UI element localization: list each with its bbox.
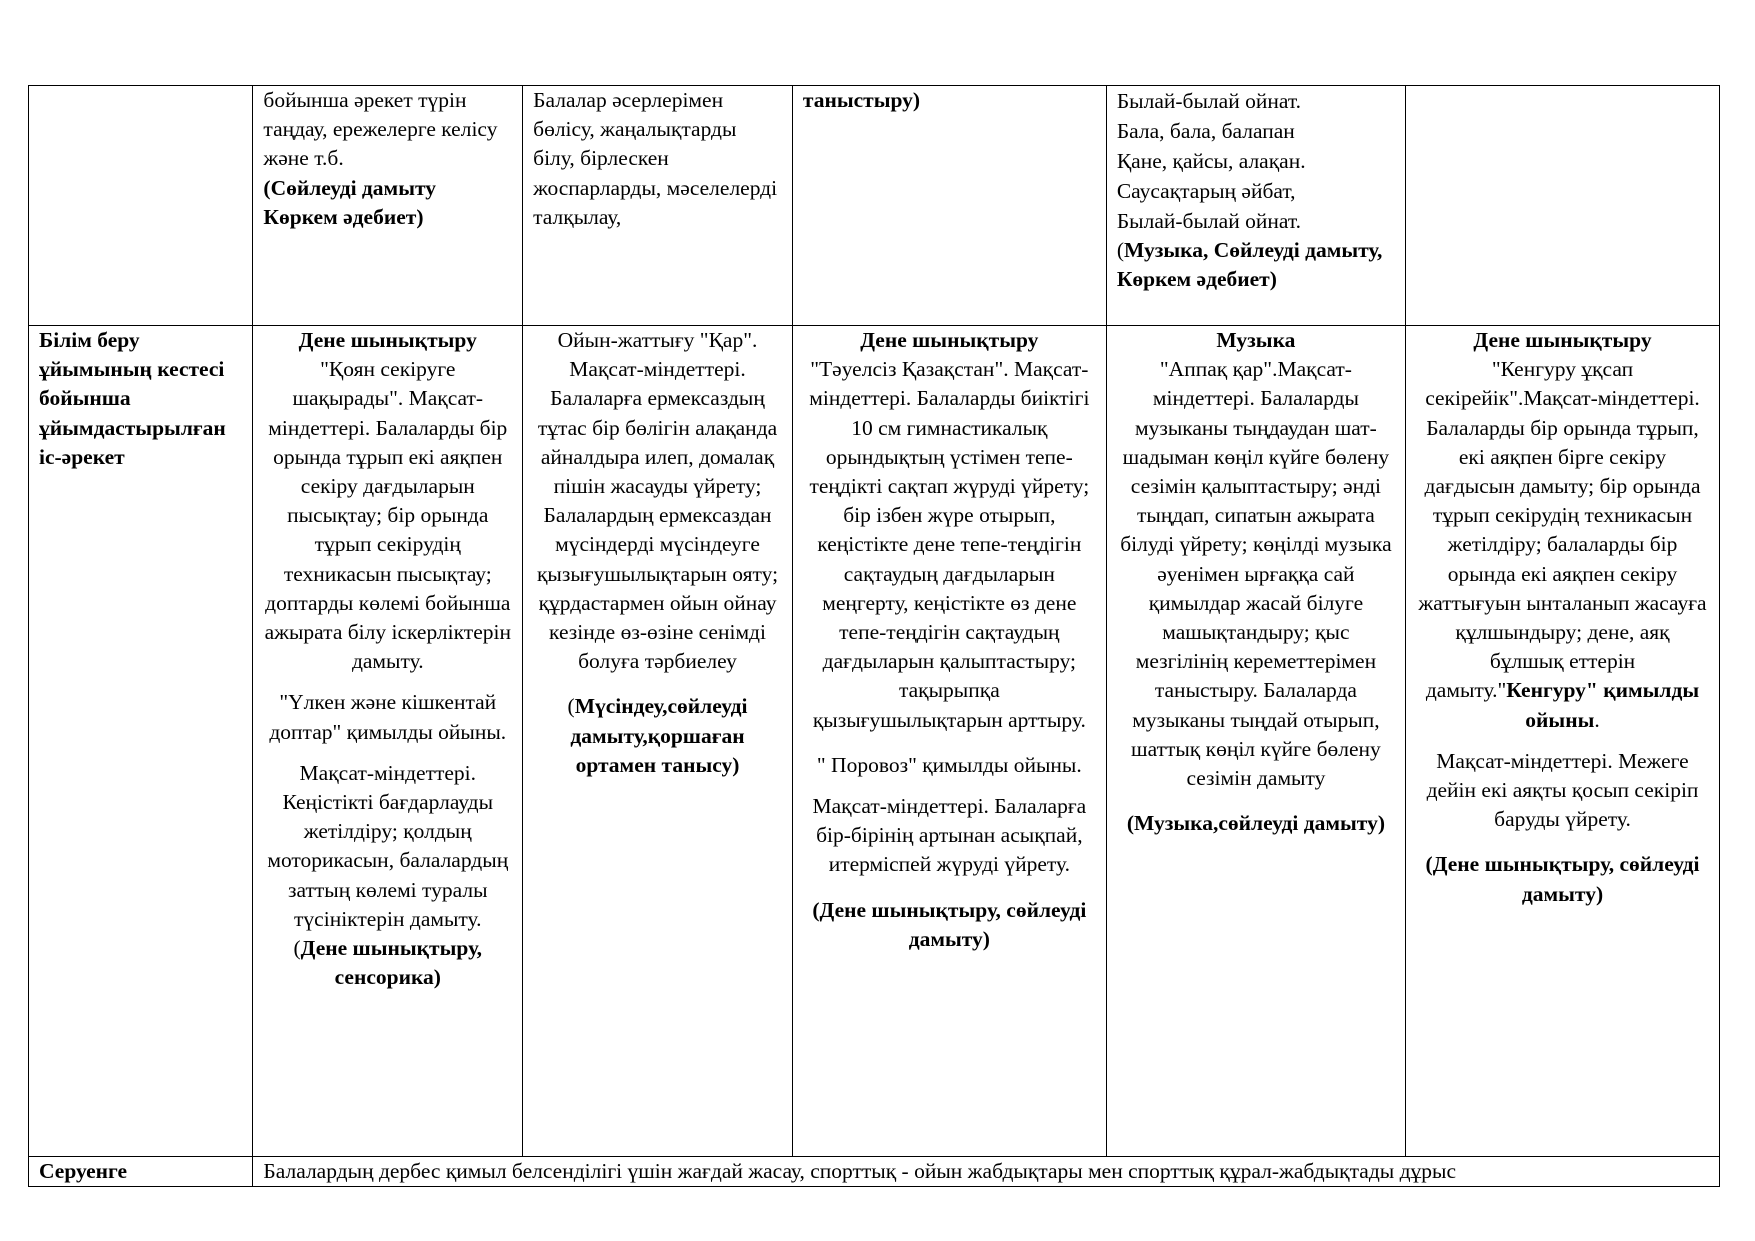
poem-line: Қане, қайсы, алақан. xyxy=(1116,149,1306,173)
paren: ( xyxy=(1116,238,1124,262)
cell-monday xyxy=(253,326,523,1157)
game-title-end: . xyxy=(1594,707,1600,732)
subjects-text: Дене шынықтыру, сенсорика) xyxy=(300,936,483,990)
cell-continuation-col1 xyxy=(253,86,523,326)
cell-friday xyxy=(1406,326,1720,1157)
subject-title: Дене шынықтыру xyxy=(1473,328,1652,352)
subject-title: Дене шынықтыру xyxy=(298,328,477,352)
activity-text: "Кенгуру ұқсап секірейік".Мақсат-міндеттері. Балаларды бір орында тұрып, екі аяқпен бірге секіру дағдысын дамыту; бір орында тұрып секірудің техникасын жетілдіру; балаларды бір орында екі аяқпен секіру жаттығуын ынталанып жасауға құлшындыру; дене, аяқ бұлшық еттерін дамыту." xyxy=(1418,357,1707,703)
cell-continuation-col3 xyxy=(792,86,1106,326)
cell-thursday xyxy=(1106,326,1405,1157)
game-description: Мақсат-міндеттері. Межеге дейін екі аяқты қосып секіріп баруды үйрету. xyxy=(1426,748,1699,832)
row-label-organized-activity: Білім беру ұйымының кестесі бойынша ұйымдастырылған іс-әрекет xyxy=(29,326,253,1157)
game-description: Мақсат-міндеттері. Балаларға бір-бірінің артынан асықпай, итерміспей жүруді үйрету. xyxy=(812,794,1087,877)
cell-text: бойынша әрекет түрін таңдау, ережелерге келісу және т.б. xyxy=(263,88,498,171)
activity-description: "Аппақ қар".Мақсат-міндеттері. Балаларды музыканы тыңдаудан шат-шадыман көңіл күйге бөлену сезімін қалыптастыру; әнді тыңдап, сипатын ажырата білуді үйрету; көңілді музыка әуенімен ырғаққа сай қимылдар жасай білуге машықтандыру; қыс мезгілінің кереметтерімен таныстыру. Балаларда музыканы тыңдай отырып, шаттық көңіл күйге бөлену сезімін дамыту xyxy=(1120,357,1392,791)
cell-walk-description: Балалардың дербес қимыл белсенділігі үшін жағдай жасау, спорттық - ойын жабдықтары мен спорттық құрал-жабдықтады дұрыс xyxy=(253,1157,1720,1187)
poem-line: Былай-былай ойнат. xyxy=(1116,89,1301,113)
integrated-subjects: таныстыру) xyxy=(802,88,921,112)
subjects-text: Мүсіндеу,сөйлеуді дамыту,қоршаған ортамен танысу) xyxy=(570,694,748,777)
poem-line: Былай-былай ойнат. xyxy=(1116,209,1301,233)
subject-title: Музыка xyxy=(1216,328,1296,352)
subject-title: Дене шынықтыру xyxy=(860,328,1039,352)
integrated-subjects: (Дене шынықтыру, сөйлеуді дамыту) xyxy=(1425,852,1700,906)
integrated-subjects: (Музыка,сөйлеуді дамыту) xyxy=(1126,811,1385,836)
cell-continuation-col5 xyxy=(1406,86,1720,326)
game-description: Мақсат-міндеттері. Кеңістікті бағдарлауды жетілдіру; қолдың моторикасын, балалардың заттың көлемі туралы түсініктерін дамыту. xyxy=(267,760,509,931)
game-title: "Үлкен және кішкентай доптар" қимылды ойыны. xyxy=(269,690,507,744)
activity-description: "Тәуелсіз Қазақстан". Мақсат-міндеттері. Балаларды биіктігі 10 см гимнастикалық орындықтың үстімен тепе-теңдікті сақтап жүруді үйрету; бір ізбен жүре отырып, кеңістікте дене тепе-теңдігін сақтаудың дағдыларын меңгерту, кеңістікте өз дене тепе-теңдігін сақтаудың дағдыларын қалыптастыру; тақырыпқа қызығушылықтарын арттыру. xyxy=(809,357,1090,732)
table-row-walk xyxy=(29,1157,1720,1187)
activity-description xyxy=(1416,355,1709,735)
activity-description: "Қоян секіруге шақырады". Мақсат-міндеттері. Балаларды бір орында тұрып екі аяқпен секіру дағдыларын пысықтау; бір орында тұрып секірудің техникасын пысықтау; доптарды көлемі бойынша ажырата білу іскерліктерін дамыту. xyxy=(264,357,511,674)
poem-line: Саусақтарың әйбат, xyxy=(1116,179,1296,203)
weekly-plan-table xyxy=(28,85,1720,1187)
poem-line: Бала, бала, балапан xyxy=(1116,119,1295,143)
game-title: Кенгуру" қимылды ойыны xyxy=(1506,678,1700,732)
table-row-organized-activity xyxy=(29,326,1720,1157)
paren: ( xyxy=(293,936,301,961)
cell-continuation-col4 xyxy=(1106,86,1405,326)
integrated-subjects xyxy=(533,692,782,780)
integrated-subjects xyxy=(1117,236,1395,294)
table-row-continuation xyxy=(29,86,1720,326)
integrated-subjects: (Дене шынықтыру, сөйлеуді дамыту) xyxy=(812,897,1087,951)
cell-text: Балалар әсерлерімен бөлісу, жаңалықтарды білу, бірлескен жоспарларды, мәселелерді талқылау, xyxy=(533,88,778,229)
cell-wednesday xyxy=(792,326,1106,1157)
integrated-subjects xyxy=(263,934,512,992)
integrated-subjects: (Сөйлеуді дамыту Көркем әдебиет) xyxy=(263,175,437,229)
activity-description: Ойын-жаттығу "Қар". Мақсат-міндеттері. Балаларға ермексаздың тұтас бір бөлігін алақанда айналдыра илеп, домалақ пішін жасауды үйрету; Балалардың ермексаздан мүсіндерді мүсіндеуге қызығушылықтарын ояту; құрдастармен ойын ойнау кезінде өз-өзіне сенімді болуға тәрбиелеу xyxy=(536,328,779,674)
game-title: " Поровоз" қимылды ойыны. xyxy=(816,752,1082,777)
cell-continuation-col2 xyxy=(523,86,793,326)
paren: ( xyxy=(567,694,575,719)
subjects-text: Музыка, Сөйлеуді дамыту, Көркем әдебиет) xyxy=(1116,238,1383,291)
cell-tuesday xyxy=(523,326,793,1157)
row-label-walk: Серуенге xyxy=(29,1157,253,1187)
row-label-cell-empty xyxy=(29,86,253,326)
